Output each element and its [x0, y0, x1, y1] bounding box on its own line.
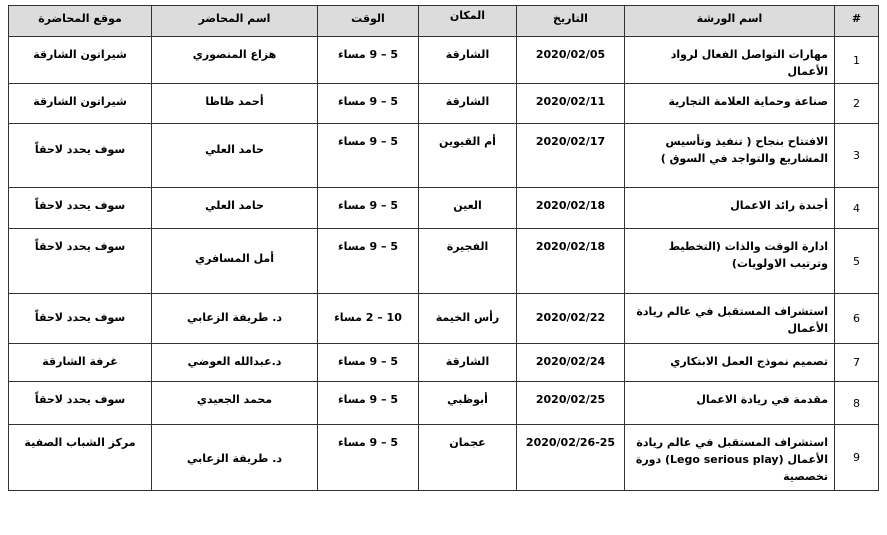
cell-num: 9: [835, 425, 879, 491]
time-value: 5 – 9 مساء: [337, 95, 399, 109]
workshop-name: صناعة وحماية العلامة التجارية: [668, 95, 828, 109]
venue-value: شيراتون الشارقة: [33, 48, 127, 61]
cell-time: [318, 425, 419, 491]
cell-workshop: [625, 124, 835, 188]
cell-workshop: [625, 229, 835, 294]
place-value: الشارقة: [445, 95, 490, 109]
lecturer-value: د. طريفة الزعابي: [186, 452, 283, 466]
cell-venue: [9, 84, 152, 124]
cell-lecturer: [152, 188, 318, 229]
workshop-name: تصميم نموذج العمل الابتكاري: [670, 355, 828, 369]
cell-date: [517, 344, 625, 382]
place-value: العين: [453, 199, 482, 213]
lecturer-value: د.عبدالله العوضي: [187, 355, 282, 369]
workshop-schedule-table: [8, 5, 879, 491]
cell-workshop: [625, 294, 835, 344]
workshop-name: استشراف المستقبل في عالم ريادة الأعمال (Lego serious play) دورة تخصصية: [635, 436, 828, 484]
lecturer-value: أحمد ظاظا: [205, 95, 264, 109]
cell-workshop: [625, 188, 835, 229]
cell-lecturer: [152, 229, 318, 294]
cell-date: [517, 37, 625, 84]
cell-lecturer: [152, 124, 318, 188]
cell-num: 8: [835, 382, 879, 425]
workshop-name: مهارات التواصل الفعال لرواد الأعمال: [670, 48, 828, 79]
lecturer-value: حامد العلي: [205, 143, 264, 157]
cell-num: 2: [835, 84, 879, 124]
table-row: [9, 294, 879, 344]
cell-workshop: [625, 382, 835, 425]
cell-num: 3: [835, 124, 879, 188]
lecturer-value: محمد الجعيدي: [196, 393, 273, 407]
header-time: الوقت: [318, 6, 419, 37]
cell-venue: [9, 294, 152, 344]
venue-value: غرفة الشارقة: [42, 355, 118, 369]
cell-venue: [9, 344, 152, 382]
lecturer-value: أمل المسافري: [195, 252, 274, 266]
cell-time: [318, 37, 419, 84]
cell-workshop: [625, 84, 835, 124]
table-row: [9, 382, 879, 425]
cell-num: 5: [835, 229, 879, 294]
cell-num: 7: [835, 344, 879, 382]
cell-lecturer: [152, 84, 318, 124]
cell-place: [419, 124, 517, 188]
table-row: [9, 344, 879, 382]
workshop-name: ادارة الوقت والذات (التخطيط وترتيب الاولويات): [668, 240, 828, 271]
cell-place: [419, 294, 517, 344]
cell-lecturer: [152, 294, 318, 344]
cell-date: [517, 294, 625, 344]
cell-venue: [9, 37, 152, 84]
cell-time: [318, 124, 419, 188]
cell-lecturer: [152, 344, 318, 382]
cell-date: [517, 188, 625, 229]
place-value: أم القيوين: [439, 135, 496, 149]
cell-time: [318, 344, 419, 382]
cell-place: [419, 188, 517, 229]
cell-workshop: [625, 37, 835, 84]
cell-lecturer: [152, 382, 318, 425]
venue-value: مركز الشباب الصفية: [24, 436, 136, 450]
cell-lecturer: [152, 37, 318, 84]
date-value: 2020/02/25: [535, 393, 606, 407]
date-value: 2020/02/18: [535, 240, 606, 254]
header-place: المكان: [419, 6, 517, 37]
cell-place: [419, 382, 517, 425]
cell-num: 6: [835, 294, 879, 344]
time-value: 5 – 9 مساء: [337, 355, 399, 369]
cell-place: [419, 344, 517, 382]
cell-num: 4: [835, 188, 879, 229]
lecturer-value: د. طريفة الزعابي: [186, 311, 283, 325]
place-value: رأس الخيمة: [435, 311, 500, 325]
place-value: الفجيرة: [446, 240, 489, 254]
table-row: [9, 229, 879, 294]
date-value: 2020/02/22: [535, 311, 606, 325]
venue-value: شيراتون الشارقة: [33, 95, 127, 109]
cell-date: [517, 84, 625, 124]
time-value: 10 – 2 مساء: [334, 311, 402, 325]
cell-venue: [9, 188, 152, 229]
cell-workshop: [625, 425, 835, 491]
cell-workshop: [625, 344, 835, 382]
venue-value: سوف يحدد لاحقاً: [34, 311, 126, 325]
cell-place: [419, 229, 517, 294]
cell-date: [517, 229, 625, 294]
venue-value: سوف يحدد لاحقاً: [34, 143, 126, 157]
cell-num: 1: [835, 37, 879, 84]
header-workshop: اسم الورشة: [625, 6, 835, 37]
table-row: [9, 37, 879, 84]
cell-venue: [9, 124, 152, 188]
table-row: [9, 84, 879, 124]
cell-place: [419, 84, 517, 124]
cell-place: [419, 425, 517, 491]
venue-value: سوف يحدد لاحقاً: [34, 199, 126, 213]
table-header-row: [9, 6, 879, 37]
cell-venue: [9, 229, 152, 294]
header-lecturer: اسم المحاضر: [152, 6, 318, 37]
venue-value: سوف يحدد لاحقاً: [34, 393, 126, 407]
cell-venue: [9, 425, 152, 491]
cell-place: [419, 37, 517, 84]
time-value: 5 – 9 مساء: [337, 135, 399, 149]
cell-date: [517, 425, 625, 491]
workshop-name: استشراف المستقبل في عالم ريادة الأعمال: [636, 305, 828, 336]
place-value: عجمان: [449, 436, 486, 450]
table-row: [9, 188, 879, 229]
workshop-name: مقدمة في ريادة الاعمال: [696, 393, 828, 407]
date-value: 2020/02/05: [535, 48, 606, 61]
cell-time: [318, 84, 419, 124]
cell-venue: [9, 382, 152, 425]
cell-date: [517, 124, 625, 188]
place-value: الشارقة: [445, 48, 490, 61]
time-value: 5 – 9 مساء: [337, 240, 399, 254]
time-value: 5 – 9 مساء: [337, 436, 399, 450]
cell-date: [517, 382, 625, 425]
cell-lecturer: [152, 425, 318, 491]
date-value: 2020/02/26-25: [525, 436, 616, 450]
time-value: 5 – 9 مساء: [337, 393, 399, 407]
cell-time: [318, 188, 419, 229]
workshop-name: الافتتاح بنجاح ( تنفيذ وتأسيس المشاريع والتواجد في السوق ): [660, 135, 828, 166]
date-value: 2020/02/24: [535, 355, 606, 369]
table-row: [9, 425, 879, 491]
date-value: 2020/02/11: [535, 95, 606, 109]
place-value: أبوظبي: [447, 393, 488, 407]
cell-time: [318, 294, 419, 344]
workshop-name: أجندة رائد الاعمال: [730, 199, 828, 213]
lecturer-value: حامد العلي: [205, 199, 264, 213]
time-value: 5 – 9 مساء: [337, 199, 399, 213]
date-value: 2020/02/18: [535, 199, 606, 213]
header-num: #: [835, 6, 879, 37]
cell-time: [318, 382, 419, 425]
header-venue: موقع المحاضرة: [9, 6, 152, 37]
lecturer-value: هزاع المنصوري: [192, 48, 277, 61]
venue-value: سوف يحدد لاحقاً: [34, 240, 126, 254]
cell-time: [318, 229, 419, 294]
date-value: 2020/02/17: [535, 135, 606, 149]
place-value: الشارقة: [445, 355, 490, 369]
header-date: التاريخ: [517, 6, 625, 37]
table-row: [9, 124, 879, 188]
time-value: 5 – 9 مساء: [337, 48, 399, 61]
